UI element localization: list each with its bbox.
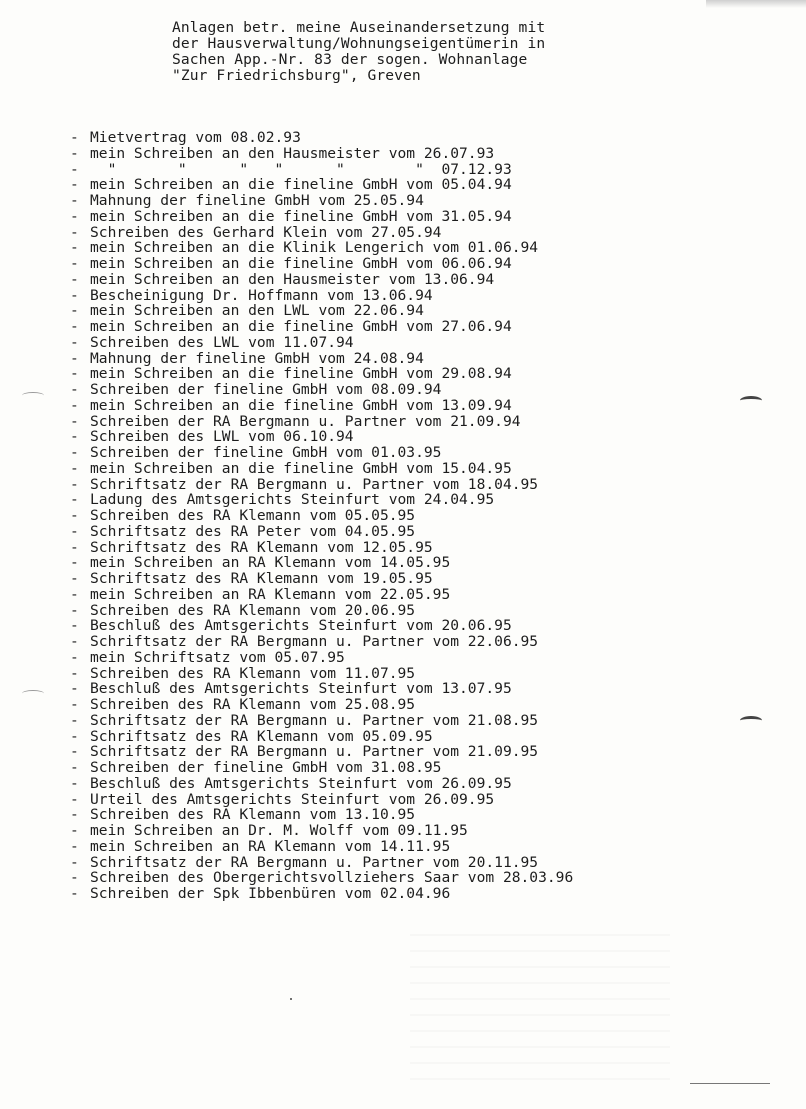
list-item-text: Beschluß des Amtsgerichts Steinfurt vom 26.09.95 — [90, 774, 512, 792]
list-marker: - — [70, 412, 79, 430]
list-item — [70, 272, 770, 288]
list-marker: - — [70, 255, 79, 272]
bleed-through — [410, 930, 670, 1080]
list-item-text: mein Schreiben an RA Klemann vom 22.05.95 — [90, 585, 451, 603]
heading-line: "Zur Friedrichsburg", Greven — [172, 67, 421, 84]
list-marker: - — [70, 774, 79, 792]
list-item — [70, 351, 770, 367]
list-marker: - — [70, 349, 79, 367]
list-item-text: Schriftsatz des RA Klemann vom 05.09.95 — [90, 727, 433, 745]
list-item — [70, 461, 770, 477]
list-item-text: Schriftsatz der RA Bergmann u. Partner vom 18.04.95 — [90, 475, 539, 493]
list-marker: - — [70, 507, 79, 524]
list-item — [70, 807, 770, 823]
list-marker: - — [70, 302, 79, 320]
list-marker: - — [70, 365, 79, 383]
list-item-text: Schreiben des Obergerichtsvollziehers Saar vom 28.03.96 — [90, 869, 574, 887]
list-marker: - — [70, 160, 79, 178]
list-item — [70, 587, 770, 603]
speck — [290, 998, 292, 1000]
list-item-text: mein Schreiben an die fineline GmbH vom 29.08.94 — [90, 365, 512, 383]
list-item-text: mein Schreiben an die Klinik Lengerich vom 01.06.94 — [90, 239, 539, 257]
list-marker: - — [70, 381, 79, 398]
list-item-text: Schreiben der fineline GmbH vom 01.03.95 — [90, 444, 442, 461]
list-item-text: Schreiben der fineline GmbH vom 31.08.95 — [90, 759, 442, 776]
list-item-text: Schriftsatz der RA Bergmann u. Partner vom 20.11.95 — [90, 853, 539, 871]
punch-hole-mark — [22, 690, 44, 697]
list-marker: - — [70, 318, 79, 335]
list-item — [70, 697, 770, 713]
list-item — [70, 382, 770, 398]
list-marker: - — [70, 239, 79, 257]
list-marker: - — [70, 790, 79, 808]
list-item-text: Ladung des Amtsgerichts Steinfurt vom 24.04.95 — [90, 491, 495, 509]
list-item-text: mein Schreiben an die fineline GmbH vom 27.06.94 — [90, 318, 512, 335]
list-item — [70, 303, 770, 319]
list-marker: - — [70, 522, 79, 540]
scan-shadow — [706, 0, 806, 8]
bottom-rule — [690, 1083, 770, 1084]
list-item — [70, 225, 770, 241]
list-marker: - — [70, 192, 79, 209]
list-item-text: Beschluß des Amtsgerichts Steinfurt vom 13.07.95 — [90, 680, 512, 698]
list-item — [70, 319, 770, 335]
list-item-text: mein Schreiben an Dr. M. Wolff vom 09.11.95 — [90, 822, 468, 839]
list-item — [70, 870, 770, 886]
list-item-text: mein Schreiben an die fineline GmbH vom 06.06.94 — [90, 255, 512, 272]
list-item — [70, 886, 770, 902]
enclosure-list — [70, 130, 770, 902]
list-marker: - — [70, 333, 79, 351]
list-marker: - — [70, 617, 79, 635]
list-item — [70, 650, 770, 666]
list-marker: - — [70, 444, 79, 461]
heading-line: der Hausverwaltung/Wohnungseigentümerin in — [172, 35, 546, 52]
list-item — [70, 760, 770, 776]
list-item-text: mein Schreiben an den Hausmeister vom 13.06.94 — [90, 270, 495, 288]
list-item-text: mein Schreiben an den LWL vom 22.06.94 — [90, 302, 424, 320]
list-item — [70, 823, 770, 839]
list-item — [70, 508, 770, 524]
list-marker: - — [70, 207, 79, 225]
list-marker: - — [70, 696, 79, 713]
list-marker: - — [70, 176, 79, 194]
list-item-text: Schriftsatz des RA Klemann vom 12.05.95 — [90, 538, 433, 556]
list-item-text: mein Schreiben an den Hausmeister vom 26.07.93 — [90, 144, 495, 162]
list-item-text: Schreiben des LWL vom 11.07.94 — [90, 333, 354, 351]
list-marker: - — [70, 885, 79, 902]
list-item-text: mein Schreiben an RA Klemann vom 14.11.95 — [90, 837, 451, 855]
list-item-text: Schreiben der Spk Ibbenbüren vom 02.04.96 — [90, 885, 451, 902]
list-item — [70, 429, 770, 445]
list-item-text: Schreiben der fineline GmbH vom 08.09.94 — [90, 381, 442, 398]
list-marker: - — [70, 601, 79, 619]
list-item-text: Schreiben des RA Klemann vom 25.08.95 — [90, 696, 416, 713]
list-item-text: Mahnung der fineline GmbH vom 25.05.94 — [90, 192, 424, 209]
list-marker: - — [70, 759, 79, 776]
list-item — [70, 477, 770, 493]
list-item — [70, 445, 770, 461]
list-item-text: Schreiben des Gerhard Klein vom 27.05.94 — [90, 223, 442, 241]
list-item-text: Mahnung der fineline GmbH vom 24.08.94 — [90, 349, 424, 367]
list-marker: - — [70, 491, 79, 509]
list-marker: - — [70, 806, 79, 824]
list-item-text: Schriftsatz der RA Bergmann u. Partner vom 21.09.95 — [90, 743, 539, 761]
list-marker: - — [70, 869, 79, 887]
list-item-text: Schreiben des RA Klemann vom 13.10.95 — [90, 806, 416, 824]
list-marker: - — [70, 648, 79, 666]
list-item-text: mein Schreiben an die fineline GmbH vom 15.04.95 — [90, 459, 512, 477]
list-marker: - — [70, 396, 79, 414]
list-item — [70, 193, 770, 209]
list-item-text: Schreiben des RA Klemann vom 11.07.95 — [90, 664, 416, 682]
list-marker: - — [70, 129, 79, 146]
list-item-text: Schriftsatz des RA Peter vom 04.05.95 — [90, 522, 416, 540]
list-marker: - — [70, 144, 79, 162]
list-item-text: Schriftsatz der RA Bergmann u. Partner vom 22.06.95 — [90, 633, 539, 650]
list-marker: - — [70, 743, 79, 761]
list-item-text: Schreiben der RA Bergmann u. Partner vom 21.09.94 — [90, 412, 521, 430]
list-marker: - — [70, 223, 79, 241]
list-item — [70, 618, 770, 634]
list-item-text: mein Schreiben an RA Klemann vom 14.05.95 — [90, 554, 451, 572]
list-item — [70, 666, 770, 682]
heading-line: Sachen App.-Nr. 83 der sogen. Wohnanlage — [172, 51, 528, 68]
list-item — [70, 792, 770, 808]
list-marker: - — [70, 727, 79, 745]
list-marker: - — [70, 585, 79, 603]
list-marker: - — [70, 837, 79, 855]
list-marker: - — [70, 270, 79, 288]
list-item — [70, 524, 770, 540]
list-item — [70, 256, 770, 272]
list-item — [70, 634, 770, 650]
list-item — [70, 776, 770, 792]
list-item — [70, 713, 770, 729]
list-item-text: Schreiben des RA Klemann vom 20.06.95 — [90, 601, 416, 619]
list-item-text: mein Schreiben an die fineline GmbH vom 31.05.94 — [90, 207, 512, 225]
list-item-text: " " " " " " 07.12.93 — [90, 160, 512, 178]
list-item-text: Schreiben des RA Klemann vom 05.05.95 — [90, 507, 416, 524]
list-item — [70, 366, 770, 382]
list-marker: - — [70, 633, 79, 650]
list-item — [70, 288, 770, 304]
list-item — [70, 571, 770, 587]
list-item — [70, 555, 770, 571]
list-item — [70, 603, 770, 619]
list-item — [70, 855, 770, 871]
list-item — [70, 744, 770, 760]
list-marker: - — [70, 459, 79, 477]
list-marker: - — [70, 853, 79, 871]
list-item — [70, 335, 770, 351]
list-item-text: mein Schreiben an die fineline GmbH vom 05.04.94 — [90, 176, 512, 194]
list-item — [70, 540, 770, 556]
list-marker: - — [70, 570, 79, 587]
list-marker: - — [70, 822, 79, 839]
list-marker: - — [70, 538, 79, 556]
list-item — [70, 398, 770, 414]
list-item — [70, 729, 770, 745]
list-marker: - — [70, 680, 79, 698]
list-item — [70, 162, 770, 178]
list-marker: - — [70, 286, 79, 304]
list-item — [70, 146, 770, 162]
list-item-text: mein Schriftsatz vom 05.07.95 — [90, 648, 345, 666]
list-item-text: mein Schreiben an die fineline GmbH vom 13.09.94 — [90, 396, 512, 414]
list-marker: - — [70, 475, 79, 493]
punch-hole-mark — [22, 392, 44, 399]
list-marker: - — [70, 428, 79, 446]
list-item — [70, 240, 770, 256]
list-item-text: Mietvertrag vom 08.02.93 — [90, 129, 301, 146]
list-marker: - — [70, 554, 79, 572]
list-item-text: Schriftsatz der RA Bergmann u. Partner vom 21.08.95 — [90, 711, 539, 729]
list-item-text: Urteil des Amtsgerichts Steinfurt vom 26.09.95 — [90, 790, 495, 808]
list-item — [70, 414, 770, 430]
list-item — [70, 839, 770, 855]
list-item-text: Schreiben des LWL vom 06.10.94 — [90, 428, 354, 446]
list-item-text: Beschluß des Amtsgerichts Steinfurt vom 20.06.95 — [90, 617, 512, 635]
list-item — [70, 209, 770, 225]
list-item-text: Bescheinigung Dr. Hoffmann vom 13.06.94 — [90, 286, 433, 304]
list-item — [70, 130, 770, 146]
list-item — [70, 681, 770, 697]
heading-line: Anlagen betr. meine Auseinandersetzung mit — [172, 19, 546, 36]
document-heading — [172, 20, 772, 84]
list-item-text: Schriftsatz des RA Klemann vom 19.05.95 — [90, 570, 433, 587]
list-marker: - — [70, 711, 79, 729]
list-item — [70, 177, 770, 193]
list-marker: - — [70, 664, 79, 682]
list-item — [70, 492, 770, 508]
